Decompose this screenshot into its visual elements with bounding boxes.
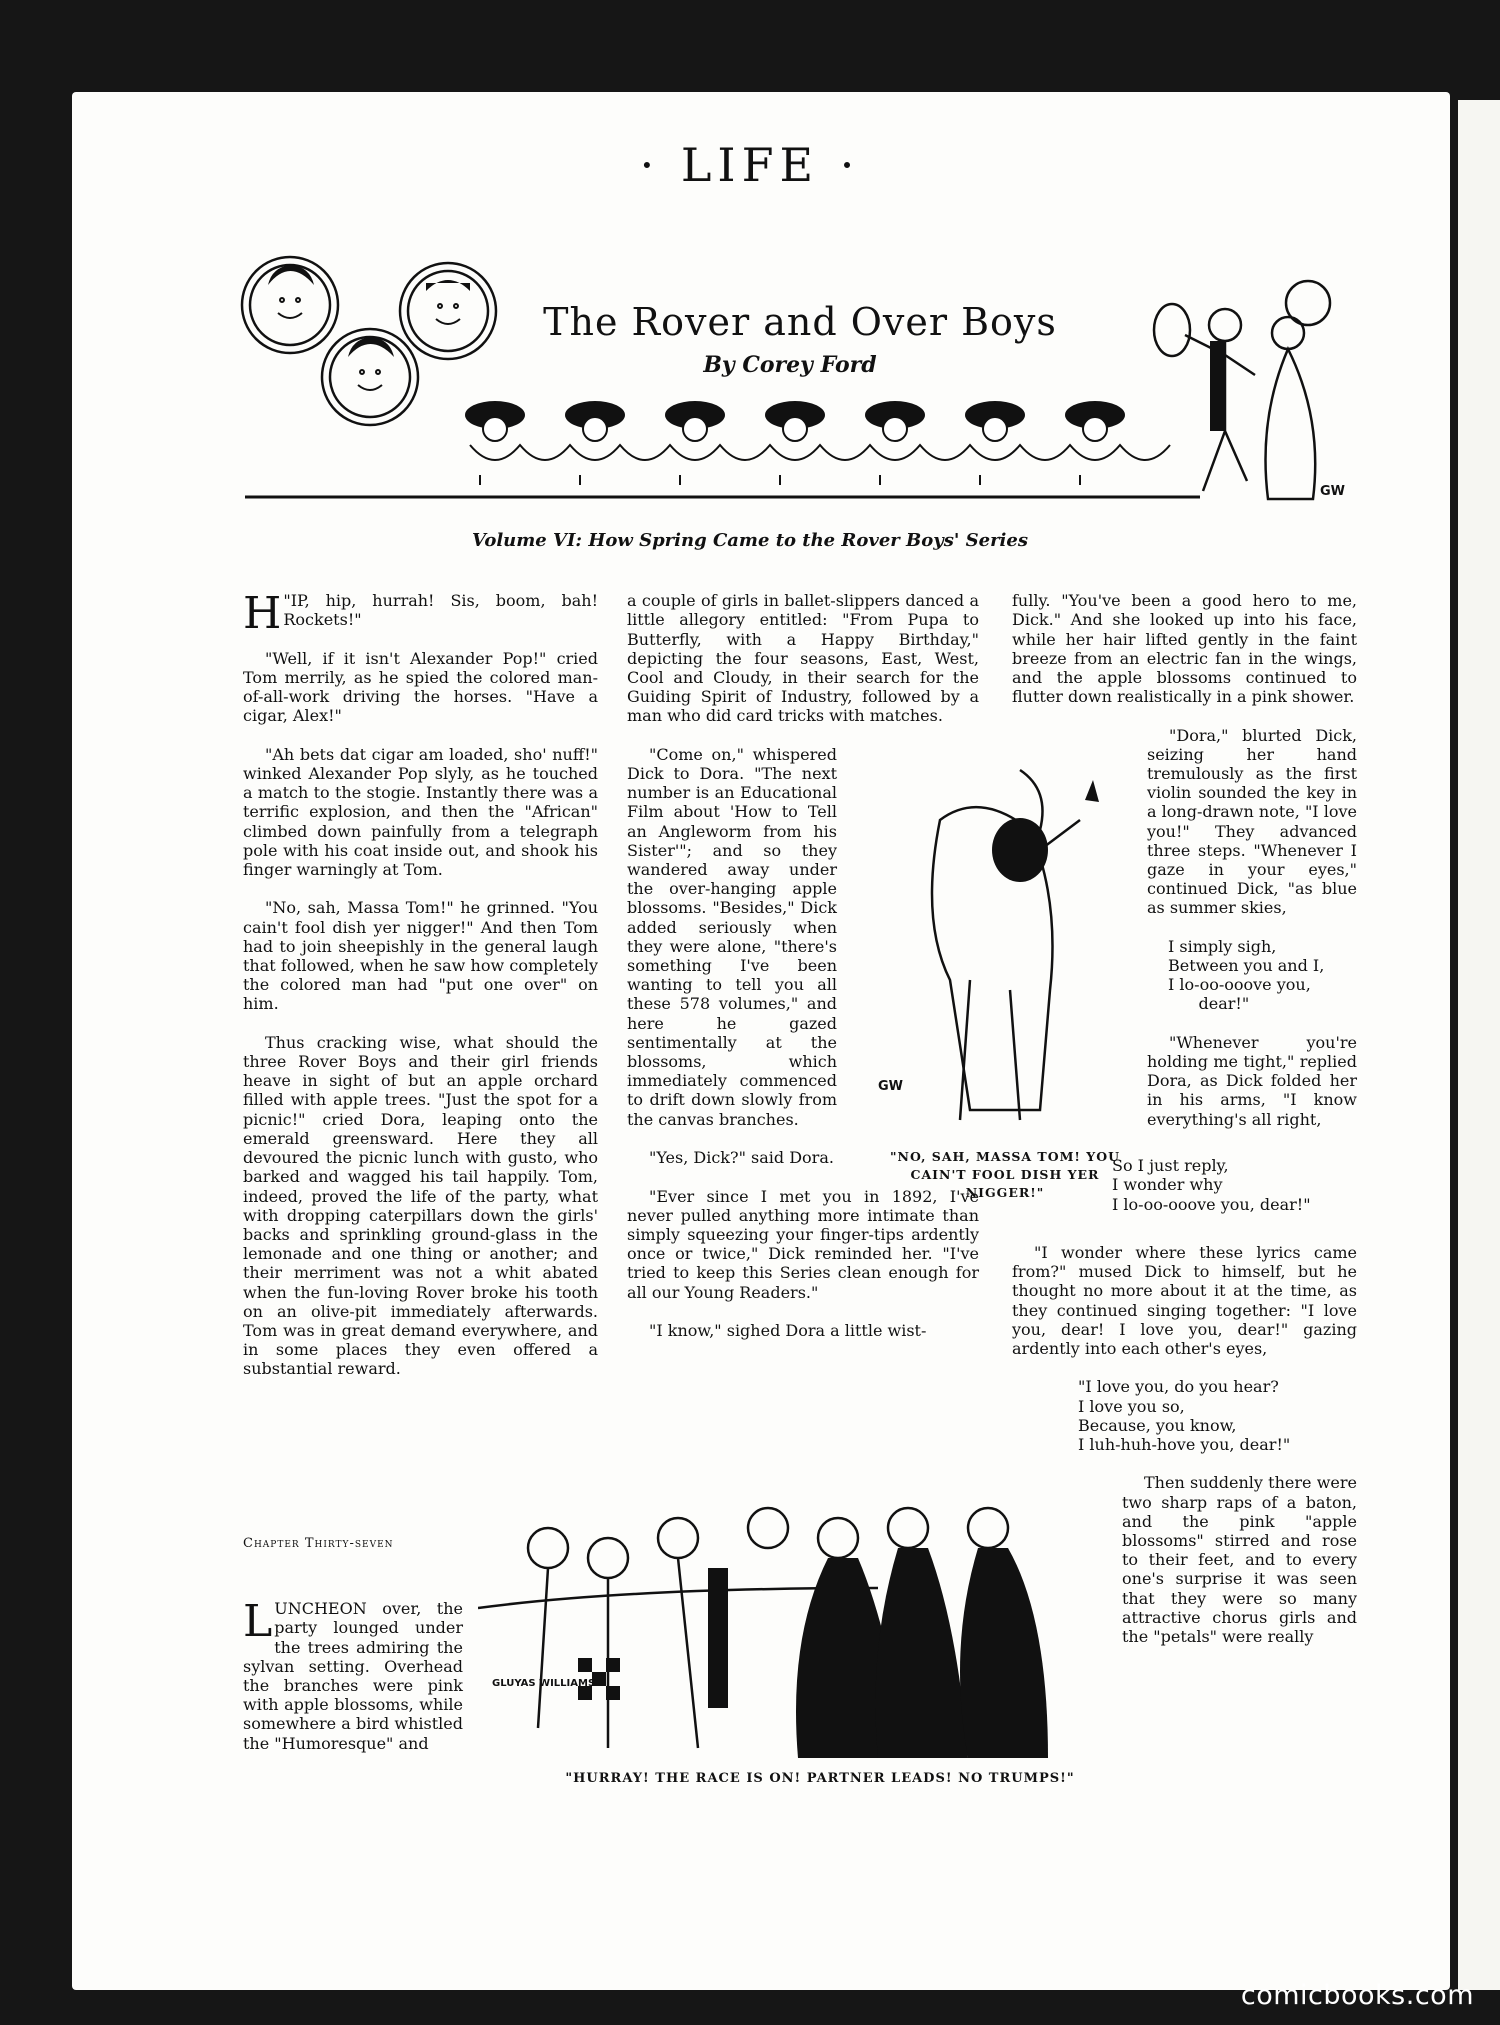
paragraph: "Well, if it isn't Alexander Pop!" cried Tom merrily, as he spied the colored man-of-all-work driving the horses. "Have a cigar, Alex!" [243,648,598,726]
paragraph: "Dora," blurted Dick, seizing her hand tremulously as the first violin sounded the key in a long-drawn note, "I love you!" They advanced three steps. "Whenever I gaze in your eyes," continued Dick, "as blue as summer skies, [1147,725,1357,918]
paragraph: "Whenever you're holding me tight," replied Dora, as Dick folded her in his arms, "I know everything's all right, [1147,1032,1357,1129]
bottom-illustration [478,1488,1138,1768]
article-title: The Rover and Over Boys [543,300,1057,344]
series-subhead: Volume VI: How Spring Came to the Rover Boys' Series [472,530,1028,551]
chapter-heading: Chapter Thirty-seven [243,1536,394,1551]
chapter-paragraph: LUNCHEON over, the party lounged under the trees admiring the sylvan setting. Overhead the branches were pink with apple blossoms, while somewhere a bird whistled the "Humoresque" and [243,1596,463,1753]
paragraph: "No, sah, Massa Tom!" he grinned. "You cain't fool dish yer nigger!" And then Tom had to join sheepishly in the general laugh that followed, when he saw how completely the colored man had "put one over" on him. [243,898,598,1014]
illustration-caption-2: "HURRAY! THE RACE IS ON! PARTNER LEADS! NO TRUMPS!" [565,1771,1075,1786]
paragraph: a couple of girls in ballet-slippers danced a little allegory entitled: "From Pupa to Butterfly, with a Happy Birthday," depicting the four seasons, East, West, Cool and Cloudy, in their search for the Guiding Spirit of Industry, followed by a man who did card tricks with matches. [627,591,979,726]
chorus-line [465,401,1125,441]
header-illustration [240,245,1370,515]
song-lyrics: "I love you, do you hear? I love you so, Because, you know, I luh-huh-hove you, dear!" [1078,1377,1291,1454]
paragraph: fully. "You've been a good hero to me, Dick." And she looked up into his face, while her hair lifted gently in the faint breeze from an electric fan in the wings, and the apple blossoms continued to flutter down realistically in a pink shower. [1012,591,1357,707]
paragraph: "Yes, Dick?" said Dora. [649,1148,834,1168]
drop-cap-2: L [243,1596,273,1648]
bottom-artist-signature: GLUYAS WILLIAMS [492,1678,596,1689]
song-lyrics: I simply sigh, Between you and I, I lo-oo-ooove you, dear!" [1168,936,1325,1014]
article-column-1 [243,572,598,1398]
drop-cap: H [243,588,282,640]
paragraph: Then suddenly there were two sharp raps of a baton, and the pink "apple blossoms" stirred and rose to their feet, and to every one's surprise it was seen that they were so many attractive chorus girls and the "petals" were really [1122,1473,1357,1646]
paragraph: "I wonder where these lyrics came from?" mused Dick to himself, but he thought no more about it at the time, as they continued singing together: "I love you, dear! I love you, dear!" gazing ardently into each other's eyes, [1012,1242,1357,1358]
opening-paragraph: " H IP, hip, hurrah! Sis, boom, bah! Rockets!" [243,588,598,640]
header-artist-initials: GW [1320,484,1346,499]
paragraph: "Come on," whispered Dick to Dora. "The next number is an Educational Film about 'How to Tell an Angleworm from his Sister'"; and so they wandered away under the over-hanging apple blossoms. "Besides," Dick added seriously when they were alone, "there's something I've been wanting to tell you all these 578 volumes," and here he gazed sentimentally at the blossoms, which immediately commenced to drift down slowly from the canvas branches. [627,744,837,1129]
paragraph: "Ever since I met you in 1892, I've never pulled anything more intimate than simply squeezing your finger-tips ardently once or twice," Dick reminded her. "I've tried to keep this Series clean enough for all our Young Readers." [627,1186,979,1302]
byline: By Corey Ford [703,352,877,378]
paragraph: "Ah bets dat cigar am loaded, sho' nuff!" winked Alexander Pop slyly, as he touched a match to the stogie. Instantly there was a terrific explosion, and then the "African" climbed down painfully from a telegraph pole with his coat inside out, and shook his finger warningly at Tom. [243,744,598,880]
masthead: · LIFE · [639,138,861,192]
adjacent-page-edge [1458,100,1500,1990]
site-watermark: comicbooks.com [1240,1980,1474,2011]
illustration-caption-1: "NO, SAH, MASSA TOM! YOU CAIN'T FOOL DISH YER NIGGER!" [890,1149,1120,1200]
paragraph: Thus cracking wise, what should the three Rover Boys and their girl friends heave in sight of but an apple orchard filled with apple trees. "Just the spot for a picnic!" cried Dora, leaping onto the emerald greensward. Here they all devoured the picnic lunch with gusto, who barked and wagged his tail happily. Tom, indeed, proved the life of the party, what with dropping caterpillars down the girls' backs and sprinkling ground-glass in the lemonade and one thing or another; and their merriment was not a whit abated when the fun-loving Rover broke his tooth on an olive-pit immediately afterwards. Tom was in great demand everywhere, and in some places they even offered a substantial reward. [243,1032,598,1379]
paragraph: "I know," sighed Dora a little wist- [649,1320,927,1340]
song-lyrics: So I just reply, I wonder why I lo-oo-ooove you, dear!" [1112,1156,1311,1214]
mid-artist-initials: GW [878,1079,904,1094]
